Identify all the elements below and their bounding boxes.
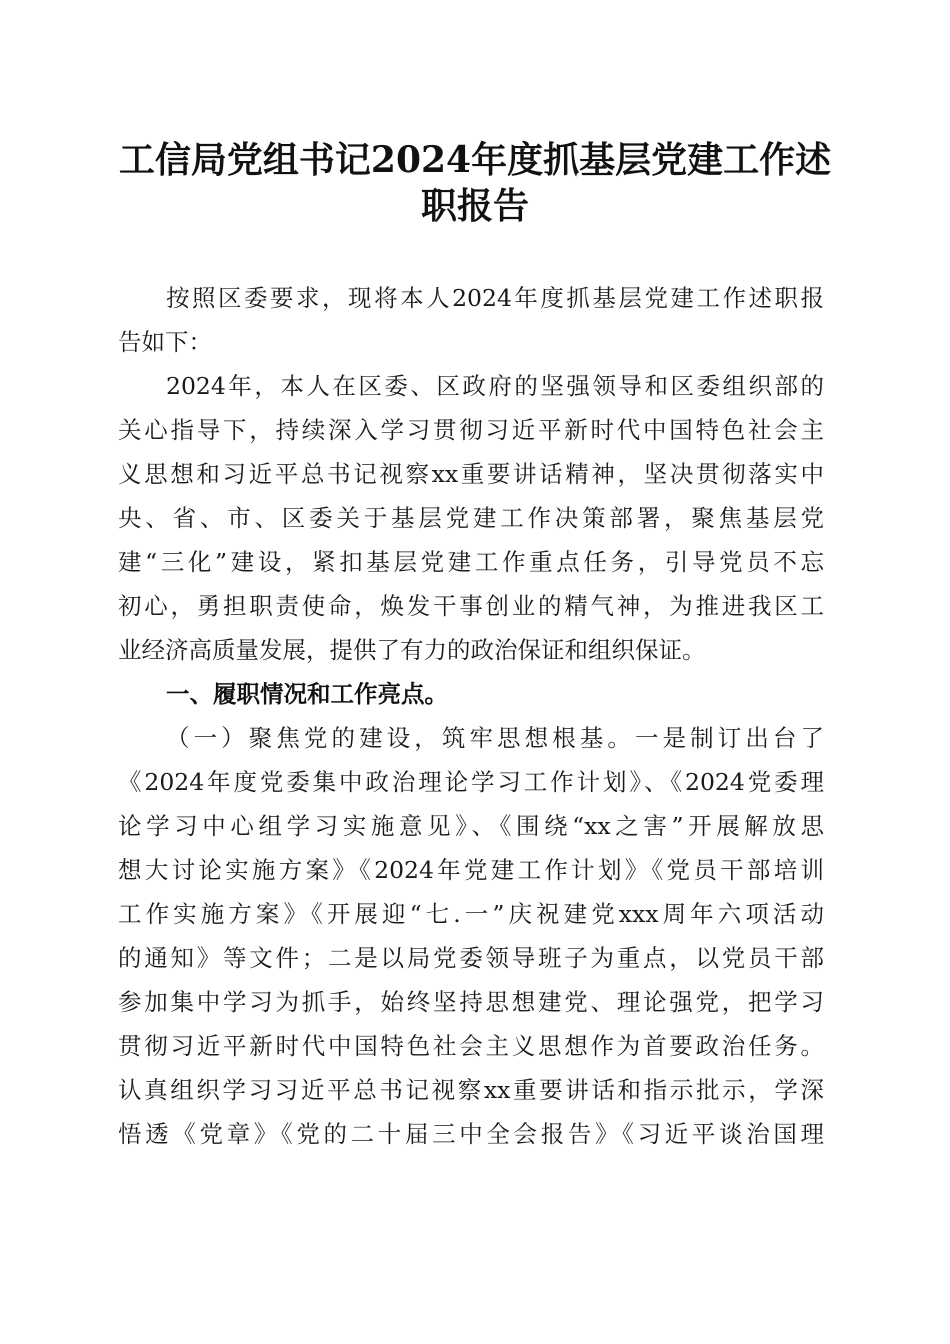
paragraph-3-line-9: 认真组织学习习近平总书记视察xx重要讲话和指示批示，学深 <box>118 1076 824 1104</box>
paragraph-3-line-4: 想大讨论实施方案》《2024年党建工作计划》《党员干部培训 <box>118 856 824 884</box>
section-heading-1: 一、履职情况和工作亮点。 <box>166 680 448 708</box>
paragraph-3-line-1: （一）聚焦党的建设，筑牢思想根基。一是制订出台了 <box>166 724 824 752</box>
paragraph-2-line-3: 义思想和习近平总书记视察xx重要讲话精神，坚决贯彻落实中 <box>118 460 824 488</box>
paragraph-2-line-7: 业经济高质量发展，提供了有力的政治保证和组织保证。 <box>118 636 706 664</box>
paragraph-3-line-6: 的通知》等文件；二是以局党委领导班子为重点，以党员干部 <box>118 944 824 972</box>
paragraph-3-line-10: 悟透《党章》《党的二十届三中全会报告》《习近平谈治国理 <box>118 1120 824 1148</box>
paragraph-2-line-2: 关心指导下，持续深入学习贯彻习近平新时代中国特色社会主 <box>118 416 824 444</box>
paragraph-2-line-6: 初心，勇担职责使命，焕发干事创业的精气神，为推进我区工 <box>118 592 824 620</box>
paragraph-3-line-2: 《2024年度党委集中政治理论学习工作计划》、《2024党委理 <box>118 768 824 796</box>
paragraph-2-line-4: 央、省、市、区委关于基层党建工作决策部署，聚焦基层党 <box>118 504 824 532</box>
paragraph-3-line-8: 贯彻习近平新时代中国特色社会主义思想作为首要政治任务。 <box>118 1032 824 1060</box>
paragraph-3-line-7: 参加集中学习为抓手，始终坚持思想建党、理论强党，把学习 <box>118 988 824 1016</box>
paragraph-3-line-3: 论学习中心组学习实施意见》、《围绕“xx之害”开展解放思 <box>118 812 824 840</box>
paragraph-2-line-5: 建“三化”建设，紧扣基层党建工作重点任务，引导党员不忘 <box>118 548 824 576</box>
paragraph-2-line-1: 2024年，本人在区委、区政府的坚强领导和区委组织部的 <box>166 372 824 400</box>
paragraph-1-line-2: 告如下： <box>118 328 212 356</box>
paragraph-3-line-5: 工作实施方案》《开展迎“七.一”庆祝建党xxx周年六项活动 <box>118 900 824 928</box>
document-title-line-1: 工信局党组书记2024年度抓基层党建工作述 <box>118 139 832 181</box>
paragraph-1-line-1: 按照区委要求，现将本人2024年度抓基层党建工作述职报 <box>166 284 824 312</box>
document-title-line-2: 职报告 <box>420 185 529 227</box>
